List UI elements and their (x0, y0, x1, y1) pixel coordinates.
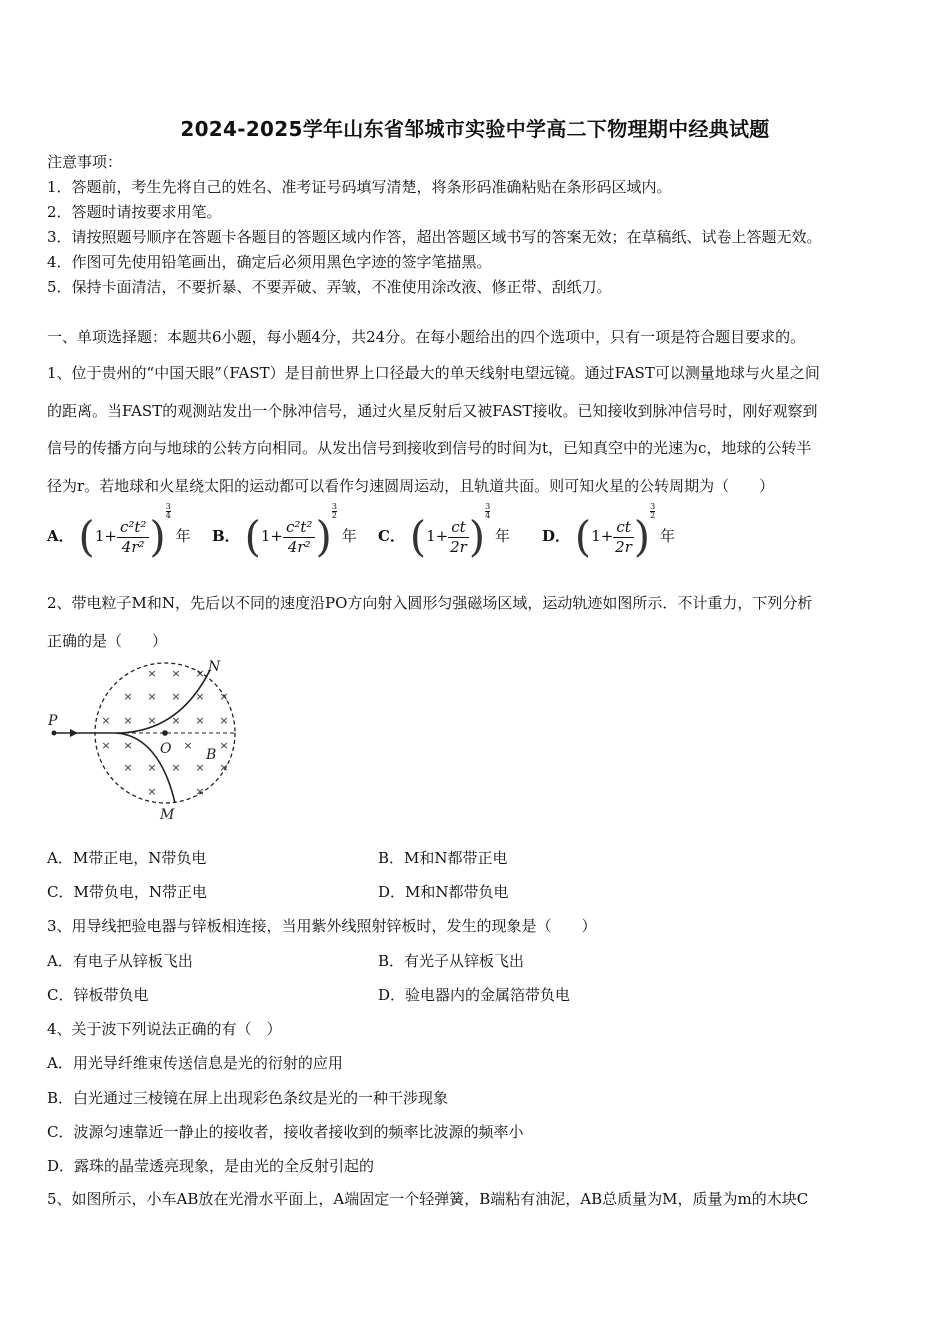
q1-line: 径为r。若地球和火星绕太阳的运动都可以看作匀速圆周运动，且轨道共面。则可知火星的公转周期为（ ） (47, 477, 775, 495)
field-cross-icon: × (183, 739, 193, 752)
q1-option-d: D． (1+ $\frac{ct}{2r}$ ) $\frac{3}{2}$ 年 (542, 502, 676, 561)
q2-option-c: C．M带负电，N带正电 (47, 883, 207, 901)
notice-item: 4．作图可先使用铅笔画出，确定后必须用黑色字迹的签字笔描黑。 (47, 253, 492, 271)
field-cross-icon: × (147, 785, 157, 798)
label-b: B (206, 747, 217, 763)
arrow-icon (70, 729, 78, 737)
field-cross-icon: × (123, 761, 133, 774)
field-cross-icon: × (147, 690, 157, 703)
q1-line: 1、位于贵州的“中国天眼”（FAST）是目前世界上口径最大的单天线射电望远镜。通过FAST可以测量地球与火星之间 (47, 364, 820, 382)
q4-option: A．用光导纤维束传送信息是光的衍射的应用 (47, 1054, 343, 1072)
q3-option-b: B．有光子从锌板飞出 (378, 952, 525, 970)
point-o (162, 730, 168, 736)
page-title: 2024-2025学年山东省邹城市实验中学高二下物理期中经典试题 (180, 117, 770, 141)
field-cross-icon: × (171, 690, 181, 703)
fraction: $\frac{ct}{2r}$ (450, 517, 467, 556)
q3-option-d: D．验电器内的金属箔带负电 (378, 986, 571, 1004)
q2-option-d: D．M和N都带负电 (378, 883, 509, 901)
q2-line: 正确的是（ ） (47, 632, 168, 650)
field-cross-icon: × (101, 739, 111, 752)
exponent: $\frac{3}{2}$ (331, 502, 337, 520)
option-unit: 年 (341, 527, 357, 545)
field-cross-icon: × (101, 714, 111, 727)
field-cross-icon: × (219, 739, 229, 752)
option-unit: 年 (175, 527, 191, 545)
field-cross-icon: × (195, 714, 205, 727)
field-cross-icon: × (147, 667, 157, 680)
q1-line: 的距离。当FAST的观测站发出一个脉冲信号，通过火星反射后又被FAST接收。已知接收到脉冲信号时，刚好观察到 (47, 402, 818, 420)
notice-heading: 注意事项： (47, 153, 123, 171)
field-cross-icon: × (171, 667, 181, 680)
fraction: $\frac{\text{c²t²}}{\text{4r²}}$ (117, 518, 149, 557)
q1-option-a: A． (1+ $\frac{\text{c²t²}}{\text{4r²}}$ ) $\frac{3}{4}$ 年 (47, 502, 191, 561)
q5-stem: 5、如图所示，小车AB放在光滑水平面上，A端固定一个轻弹簧，B端粘有油泥，AB总质量为M，质量为m的木块C (47, 1190, 809, 1208)
field-cross-icon: × (123, 714, 133, 727)
notice-item: 5．保持卡面清洁，不要折暴、不要弄破、弄皱，不准使用涂改液、修正带、刮纸刀。 (47, 278, 612, 296)
label-m: M (160, 807, 175, 823)
field-cross-icon: × (147, 714, 157, 727)
q1-option-c: C． (1+ $\frac{ct}{2r}$ ) $\frac{3}{4}$ 年 (378, 502, 510, 561)
option-label: C． (378, 527, 405, 545)
exponent: $\frac{3}{4}$ (485, 502, 491, 520)
q1-option-b: B． (1+ $\frac{\text{c²t²}}{\text{4r²}}$ ) $\frac{3}{2}$ 年 (212, 502, 357, 561)
field-cross-icon: × (171, 761, 181, 774)
option-term: 1+ (260, 527, 283, 545)
q3-option-c: C．锌板带负电 (47, 986, 149, 1004)
q2-option-a: A．M带正电，N带负电 (47, 849, 207, 867)
fraction: $\frac{\text{c²t²}}{\text{4r²}}$ (283, 518, 315, 557)
notice-item: 1．答题前，考生先将自己的姓名、准考证号码填写清楚，将条形码准确粘贴在条形码区域内。 (47, 178, 672, 196)
field-cross-icon: × (195, 690, 205, 703)
field-cross-icon: × (219, 690, 229, 703)
q2-option-b: B．M和N都带正电 (378, 849, 508, 867)
field-cross-icon: × (195, 667, 205, 680)
magnetic-field-figure (40, 655, 250, 825)
option-unit: 年 (494, 527, 510, 545)
exponent: $\frac{3}{4}$ (165, 502, 171, 520)
field-cross-icon: × (195, 785, 205, 798)
q4-option: D．露珠的晶莹透亮现象，是由光的全反射引起的 (47, 1157, 375, 1175)
field-cross-icon: × (219, 714, 229, 727)
field-cross-icon: × (195, 761, 205, 774)
label-o: O (160, 741, 172, 757)
section-heading: 一、单项选择题：本题共6小题，每小题4分，共24分。在每小题给出的四个选项中，只有一项是符合题目要求的。 (47, 328, 806, 346)
option-term: 1+ (591, 527, 614, 545)
option-label: D． (542, 527, 571, 545)
q2-line: 2、带电粒子M和N，先后以不同的速度沿PO方向射入圆形匀强磁场区域，运动轨迹如图所示．不计重力，下列分析 (47, 594, 813, 612)
field-cross-icon: × (123, 739, 133, 752)
option-unit: 年 (660, 527, 676, 545)
notice-item: 3．请按照题号顺序在答题卡各题目的答题区域内作答，超出答题区域书写的答案无效；在草稿纸、试卷上答题无效。 (47, 228, 822, 246)
point-p (52, 731, 57, 736)
option-label: B． (212, 527, 240, 545)
field-cross-icon: × (147, 761, 157, 774)
fraction: $\frac{ct}{2r}$ (615, 517, 632, 556)
option-label: A． (47, 527, 74, 545)
field-cross-icon: × (219, 761, 229, 774)
q4-stem: 4、关于波下列说法正确的有（ ） (47, 1020, 282, 1038)
exponent: $\frac{3}{2}$ (650, 502, 656, 520)
field-cross-icon: × (123, 690, 133, 703)
option-term: 1+ (94, 527, 117, 545)
label-p: P (48, 713, 58, 729)
q4-option: C．波源匀速靠近一静止的接收者，接收者接收到的频率比波源的频率小 (47, 1123, 524, 1141)
q3-stem: 3、用导线把验电器与锌板相连接，当用紫外线照射锌板时，发生的现象是（ ） (47, 917, 597, 935)
option-term: 1+ (426, 527, 449, 545)
label-n: N (208, 659, 221, 675)
q3-option-a: A．有电子从锌板飞出 (47, 952, 193, 970)
q1-line: 信号的传播方向与地球的公转方向相同。从发出信号到接收到信号的时间为t，已知真空中的光速为c，地球的公转半 (47, 439, 812, 457)
notice-item: 2．答题时请按要求用笔。 (47, 203, 222, 221)
q4-option: B．白光通过三棱镜在屏上出现彩色条纹是光的一种干涉现象 (47, 1089, 449, 1107)
field-cross-icon: × (171, 714, 181, 727)
